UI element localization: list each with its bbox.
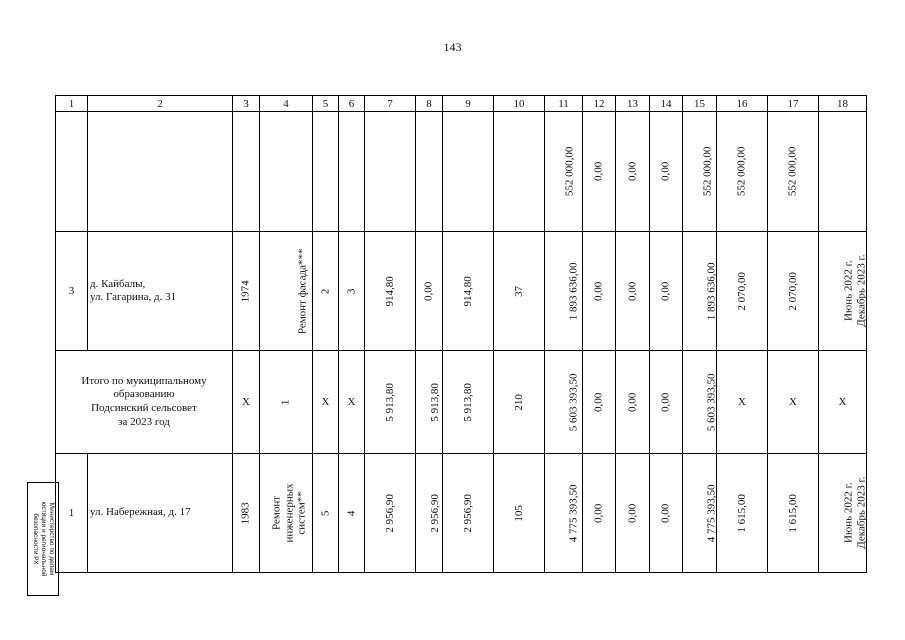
cell-col9	[443, 232, 494, 351]
cell-value: 1 893 636,00	[705, 262, 718, 320]
cell-col16	[717, 454, 768, 573]
cell-col11	[545, 454, 583, 573]
cell-value: 5 913,80	[428, 382, 441, 422]
period-start: Июнь 2022 г.	[842, 260, 855, 322]
cell-col6: X	[339, 351, 365, 454]
work-type-line: Ремонт	[270, 495, 283, 530]
cell-value: 0,00	[659, 503, 672, 523]
stamp-text	[31, 501, 55, 576]
cell-value: 0,00	[592, 281, 605, 301]
cell-col17	[768, 112, 819, 232]
cell-col7	[365, 454, 416, 573]
total-label-line: образованию	[113, 388, 175, 401]
cell-col10	[494, 351, 545, 454]
header-cell: 3	[233, 96, 260, 112]
header-cell: 12	[583, 96, 616, 112]
cell-year	[233, 112, 260, 232]
cell-value	[842, 255, 867, 327]
header-cell: 10	[494, 96, 545, 112]
cell-col15	[683, 112, 717, 232]
cell-value: 5	[319, 510, 332, 516]
cell-value	[842, 477, 867, 549]
cell-col6	[339, 232, 365, 351]
cell-col15	[683, 454, 717, 573]
cell-col11	[545, 112, 583, 232]
cell-value: 0,00	[626, 392, 639, 412]
cell-col16	[717, 112, 768, 232]
cell-col10	[494, 454, 545, 573]
cell-col8	[416, 232, 443, 351]
cell-address	[88, 112, 233, 232]
cell-address	[88, 232, 233, 351]
cell-value	[271, 483, 309, 542]
total-label-line: за 2023 год	[118, 415, 170, 428]
cell-col13	[616, 232, 650, 351]
registration-stamp	[27, 482, 59, 596]
cell-col13	[616, 112, 650, 232]
cell-value: Ремонт фасада***	[296, 248, 309, 334]
cell-value: 37	[512, 285, 525, 297]
total-label-line: Итого по мукиципальному	[81, 374, 207, 387]
cell-col18	[819, 454, 867, 573]
cell-value: 0,00	[592, 161, 605, 182]
header-cell: 5	[313, 96, 339, 112]
cell-value: 0,00	[659, 281, 672, 301]
cell-value: 0,00	[592, 503, 605, 523]
header-cell: 14	[650, 96, 683, 112]
cell-value: 2 956,90	[461, 493, 474, 533]
cell-col16	[717, 232, 768, 351]
cell-col9	[443, 351, 494, 454]
period-end: Декабрь 2023 г.	[855, 476, 868, 550]
period-end: Декабрь 2023 г.	[855, 254, 868, 328]
cell-col10	[494, 232, 545, 351]
cell-year: X	[233, 351, 260, 454]
cell-col12	[583, 112, 616, 232]
header-cell: 8	[416, 96, 443, 112]
cell-col7	[365, 112, 416, 232]
cell-value: 0,00	[659, 392, 672, 412]
cell-value: 552 000,00	[735, 146, 748, 197]
cell-value: 1 893 636,00	[567, 262, 580, 320]
cell-work-type	[260, 454, 313, 573]
cell-value: 2 070,00	[735, 271, 748, 311]
cell-value: 5 603 393,50	[567, 373, 580, 431]
header-cell: 18	[819, 96, 867, 112]
cell-number: 3	[56, 232, 88, 351]
cell-col14	[650, 454, 683, 573]
cell-col7	[365, 232, 416, 351]
cell-col13	[616, 351, 650, 454]
cell-value: 1 615,00	[786, 493, 799, 533]
header-cell: 6	[339, 96, 365, 112]
header-cell: 15	[683, 96, 717, 112]
cell-value: 2 070,00	[786, 271, 799, 311]
cell-col8	[416, 112, 443, 232]
cell-work-type	[260, 232, 313, 351]
cell-value: 5 913,80	[383, 382, 396, 422]
cell-col14	[650, 351, 683, 454]
stamp-line: безопасности РХ	[32, 513, 39, 565]
cell-col5	[313, 232, 339, 351]
cell-value: 4 775 393,50	[567, 484, 580, 542]
cell-value: 1	[279, 399, 292, 405]
cell-value: 210	[512, 393, 525, 411]
header-cell: 13	[616, 96, 650, 112]
cell-col14	[650, 232, 683, 351]
cell-col12	[583, 351, 616, 454]
total-label-line: Подсинский сельсовет	[91, 402, 197, 414]
cell-col18	[819, 232, 867, 351]
cell-value: 552 000,00	[563, 146, 576, 197]
cell-value: 2 956,90	[428, 493, 441, 533]
cell-number: 1	[56, 454, 88, 573]
cell-col11	[545, 232, 583, 351]
work-type-line: инженерных	[283, 483, 296, 543]
header-cell: 1	[56, 96, 88, 112]
header-cell: 4	[260, 96, 313, 112]
cell-value: 914,80	[383, 275, 396, 307]
cell-value: 4	[345, 510, 358, 516]
cell-address: ул. Набережная, д. 17	[88, 454, 233, 573]
cell-work-type	[260, 112, 313, 232]
cell-col5: X	[313, 351, 339, 454]
table-row	[56, 232, 867, 351]
page-number: 143	[443, 40, 462, 54]
cell-value: 1983	[239, 501, 252, 524]
cell-col8	[416, 454, 443, 573]
header-cell: 11	[545, 96, 583, 112]
cell-col17: X	[768, 351, 819, 454]
cell-col14	[650, 112, 683, 232]
cell-value: 0,00	[626, 503, 639, 523]
cell-col15	[683, 232, 717, 351]
cell-col13	[616, 454, 650, 573]
cell-value: 0,00	[626, 281, 639, 301]
cell-value: 4 775 393,50	[705, 484, 718, 542]
cell-value: 914,80	[461, 275, 474, 307]
table-row	[56, 112, 867, 232]
cell-col10	[494, 112, 545, 232]
header-cell: 17	[768, 96, 819, 112]
cell-col17	[768, 454, 819, 573]
cell-col16: X	[717, 351, 768, 454]
stamp-line: Министерство по делам	[48, 502, 55, 576]
cell-value: 0,00	[626, 161, 639, 182]
cell-col9	[443, 454, 494, 573]
table-row-total	[56, 351, 867, 454]
header-cell: 9	[443, 96, 494, 112]
cell-col5	[313, 112, 339, 232]
cell-col12	[583, 232, 616, 351]
address-line: ул. Гагарина, д. 31	[90, 291, 177, 303]
work-type-line: систем**	[295, 491, 308, 535]
table-header-row	[56, 96, 867, 112]
cell-value: 105	[512, 504, 525, 522]
total-label	[56, 351, 233, 454]
period-start: Июнь 2022 г.	[842, 482, 855, 544]
cell-value: 0,00	[659, 161, 672, 182]
cell-col17	[768, 232, 819, 351]
cell-col18	[819, 112, 867, 232]
cell-work-type	[260, 351, 313, 454]
cell-col15	[683, 351, 717, 454]
cell-value: 5 603 393,50	[705, 373, 718, 431]
address-line: д. Кайбалы,	[90, 277, 146, 290]
cell-col18: X	[819, 351, 867, 454]
cell-value: 5 913,80	[461, 382, 474, 422]
cell-col6	[339, 112, 365, 232]
header-cell: 7	[365, 96, 416, 112]
cell-col7	[365, 351, 416, 454]
cell-col5	[313, 454, 339, 573]
cell-value: 552 000,00	[786, 146, 799, 197]
header-cell: 2	[88, 96, 233, 112]
data-table	[55, 95, 867, 573]
header-cell: 16	[717, 96, 768, 112]
stamp-line: юстиции и региональной	[40, 501, 47, 577]
cell-col6	[339, 454, 365, 573]
cell-col12	[583, 454, 616, 573]
cell-value: 0,00	[422, 281, 435, 301]
table-row	[56, 454, 867, 573]
cell-value: 1974	[239, 279, 252, 302]
cell-value: 2 956,90	[383, 493, 396, 533]
cell-year	[233, 454, 260, 573]
cell-year	[233, 232, 260, 351]
cell-value: 552 000,00	[701, 146, 714, 197]
cell-value: 2	[319, 288, 332, 294]
cell-value: 0,00	[592, 392, 605, 412]
cell-value: 3	[345, 288, 358, 294]
cell-value: 1 615,00	[735, 493, 748, 533]
cell-number	[56, 112, 88, 232]
cell-col8	[416, 351, 443, 454]
cell-col9	[443, 112, 494, 232]
cell-col11	[545, 351, 583, 454]
